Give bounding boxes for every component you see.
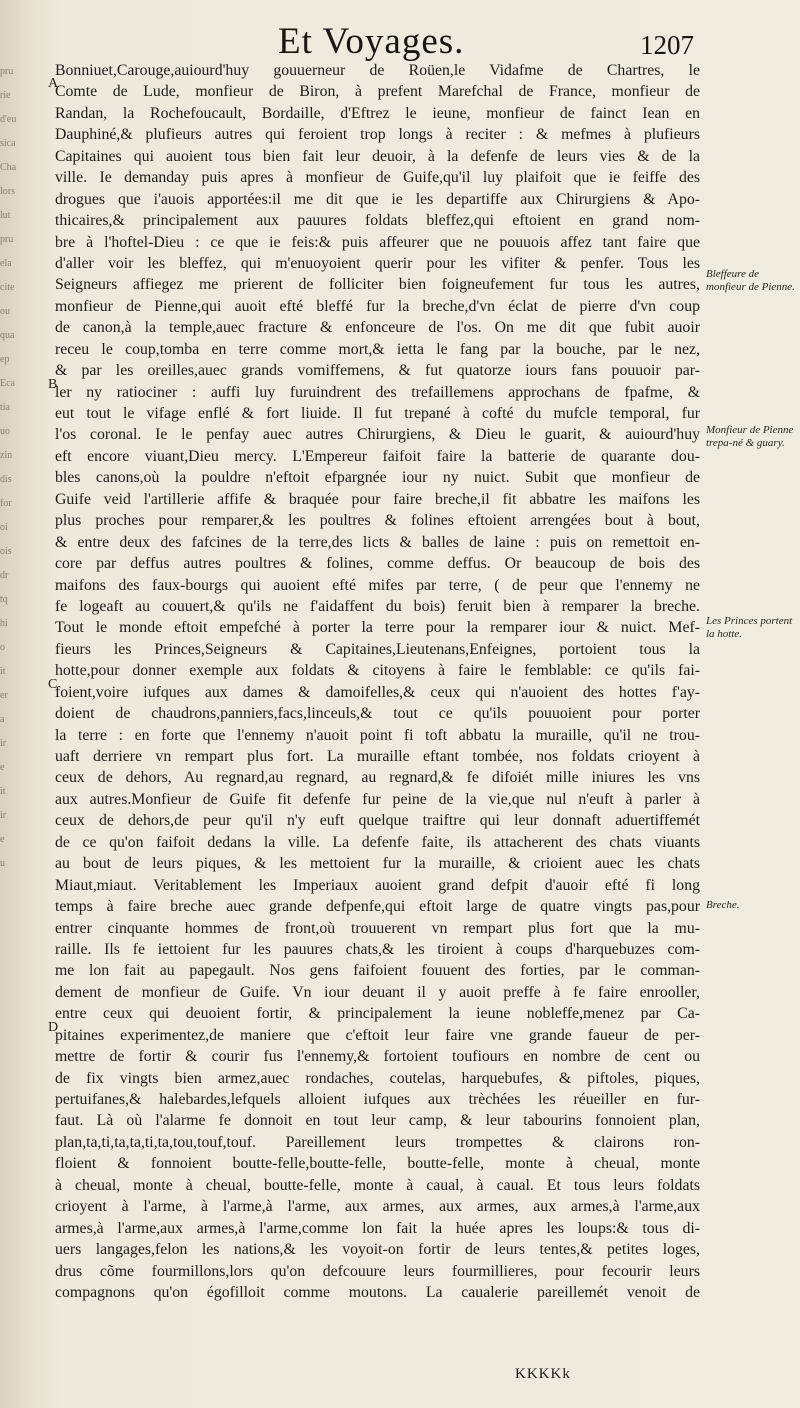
text-line: armes,à l'arme,aux armes,à l'arme,comme lon fait la huée apres les loups:& tous di- bbox=[55, 1219, 700, 1237]
gutter-fragment: a bbox=[0, 714, 5, 725]
text-line: drogues que i'auois apportées:il me dit que ie les departiffe aux Chirurgiens & Apo- bbox=[55, 190, 700, 208]
text-line: pertuifanes,& halebardes,lefquels alloient iufques aux trèchées les réueiller en fur- bbox=[55, 1091, 700, 1108]
text-line: plus proches pour remparer,& les poultres & folines eftoient arrengées bout à bout, bbox=[55, 512, 700, 530]
gutter-fragment: ois bbox=[0, 546, 12, 557]
gutter-fragment: dis bbox=[0, 474, 12, 485]
gutter-fragment: oi bbox=[0, 522, 8, 533]
text-line: uaft derriere vn rempart plus fort. La muraille eftant tombée, nos foldats crioyent à bbox=[55, 748, 700, 765]
section-letter-a: A bbox=[48, 76, 59, 91]
gutter-fragment: ep bbox=[0, 354, 10, 365]
gutter-fragment: lors bbox=[0, 186, 15, 197]
gutter-fragment: pru bbox=[0, 66, 14, 77]
gutter-fragment: hi bbox=[0, 618, 8, 629]
text-line: floient & fonnoient boutte-felle,boutte-felle, boutte-felle, monte à cheual, monte bbox=[55, 1155, 700, 1173]
text-line: ceux de dehors,de peur qu'il n'y euft quelque traiftre qui leur donnaft aduertiffemét bbox=[55, 812, 700, 830]
text-line: me lon fait au papegault. Nos gens faifoient fouuent des forties, par le comman- bbox=[55, 962, 700, 980]
gutter-fragment: d'eu bbox=[0, 114, 17, 125]
text-line: ceux de dehors, Au regnard,au regnard, au regnard,& fe difoiét mille iniures les vns bbox=[55, 769, 700, 787]
section-letter-c: C bbox=[48, 677, 58, 692]
gutter-fragment: dr bbox=[0, 570, 9, 581]
text-line: monfieur de Pienne,qui auoit efté bleffé fur la breche,d'vn éclat de pierre d'vn coup bbox=[55, 297, 700, 315]
text-line: raille. Ils fe iettoient fur les pauures chats,& les tiroient à coups d'harquebuzes com- bbox=[55, 940, 700, 958]
text-line: maifons des faux-bourgs qui auoient efté mifes par terre, ( de peur que l'ennemy ne bbox=[55, 576, 700, 594]
text-line: fieurs les Princes,Seigneurs & Capitaines,Lieutenans,Enfeignes, portoient tous la bbox=[55, 640, 700, 658]
text-line: mettre de fortir & courir fus l'ennemy,& fortoient toufiours en nombre de cent ou bbox=[55, 1048, 700, 1066]
text-line: eut tout le vifage enflé & fort liuide. Il fut trepané à cofté du mufcle temporal, fur bbox=[55, 405, 700, 422]
text-line: bre à l'hoftel-Dieu : ce que ie feis:& puis affeurer que ne pouuois affez tant faire que bbox=[55, 233, 700, 251]
gutter-fragment: ir bbox=[0, 810, 7, 821]
text-line: la terre : en forte que l'ennemy n'auoit point fi toft abbatu la muraille, qu'il ne trou- bbox=[55, 726, 700, 744]
gutter-fragment: er bbox=[0, 690, 8, 701]
text-line: fe logeaft au couuert,& qu'ils ne f'aidaffent du bois) feruit bien à remparer la breche. bbox=[55, 597, 700, 615]
text-line: Tout le monde eftoit empefché à porter la terre pour la remparer iour & nuict. Mef- bbox=[55, 619, 700, 637]
gutter-fragment: cite bbox=[0, 282, 15, 293]
body-text bbox=[55, 60, 700, 1303]
text-line: doient de chaudrons,panniers,facs,linceuls,& tout ce qu'ils pouuoient pour porter bbox=[55, 705, 700, 723]
gutter-fragment: o bbox=[0, 642, 5, 653]
gutter-fragment: it bbox=[0, 786, 6, 797]
gutter-fragment: ir bbox=[0, 738, 7, 749]
gutter-fragment: sica bbox=[0, 138, 16, 149]
text-line: Miaut,miaut. Veritablement les Imperiaux auoient grand defpit d'auoir efté fi long bbox=[55, 876, 700, 894]
text-line: receu le coup,tomba en terre comme mort,& ietta le fang par la bouche, par le nez, bbox=[55, 340, 700, 358]
gutter-fragment: ela bbox=[0, 258, 12, 269]
text-line: compagnons qu'on égofilloit comme moutons. La caualerie pareillemét venoit de bbox=[55, 1283, 700, 1301]
text-line: temps à faire breche auec grande defpenfe,qui eftoit large de quatre vingts pas,pour bbox=[55, 898, 700, 916]
margin-note-breche: Breche. bbox=[706, 899, 740, 911]
gutter-fragment: it bbox=[0, 666, 6, 677]
gutter-fragment: ou bbox=[0, 306, 10, 317]
running-header bbox=[0, 14, 800, 64]
text-line: eft encore viuant,Dieu mercy. L'Empereur faifoit faire la batterie de quarante dou- bbox=[55, 447, 700, 465]
gutter-fragment: Eca bbox=[0, 378, 15, 389]
section-letter-d: D bbox=[48, 1020, 59, 1035]
gutter-fragment: Cha bbox=[0, 162, 17, 173]
text-line: crioyent à l'arme, à l'arme,à l'arme, aux armes, aux armes, aux armes,à l'arme,aux bbox=[55, 1198, 700, 1216]
text-line: aux autres.Monfieur de Guife fit defenfe fur peine de la vie,que nul n'euft à parler à bbox=[55, 790, 700, 808]
facing-page-gutter-fragments bbox=[0, 60, 40, 1360]
text-line: Comte de Lude, monfieur de Biron, à prefent Marefchal de France, monfieur de bbox=[55, 83, 700, 101]
text-line: uers langages,felon les nations,& les voyoit-on fortir de leurs tentes,& petites loges, bbox=[55, 1241, 700, 1259]
text-line: entre ceux qui deuoient fortir, & principalement la ieune nobleffe,menez par Ca- bbox=[55, 1005, 700, 1023]
text-line: de ce qu'on faifoit dedans la ville. La defenfe faite, ils attacherent des chats viuants bbox=[55, 833, 700, 851]
text-line: Guife veid l'artillerie affife & braquée pour faire breche,il fit abbatre les maifons les bbox=[55, 490, 700, 508]
text-line: de canon,à la temple,auec fracture & enfonceure de l'os. On me dit que fubit auoir bbox=[55, 319, 700, 337]
text-line: à cheual, monte à cheual, boutte-felle, monte à caual, à caual. Et tous leurs foldats bbox=[55, 1176, 700, 1194]
catchword: KKKKk bbox=[515, 1366, 571, 1382]
text-line: au bout de leurs piques, & les mettoient fur la muraille, & crioient auec les chats bbox=[55, 855, 700, 873]
gutter-fragment: tia bbox=[0, 402, 10, 413]
margin-note-princes: Les Princes portent la hotte. bbox=[706, 615, 793, 640]
gutter-fragment: e bbox=[0, 762, 5, 773]
gutter-fragment: uo bbox=[0, 426, 10, 437]
text-line: hotte,pour donner exemple aux foldats & citoyens à faire le femblable: ce qu'ils fai- bbox=[55, 662, 700, 680]
text-line: faut. Là où l'alarme fe donnoit en tout leur camp, & leur tabourins fonnoient plan, bbox=[55, 1112, 700, 1130]
gutter-fragment: qua bbox=[0, 330, 15, 341]
text-line: Seigneurs affiegez me prierent de folliciter bien foigneufement fur tous les autres, bbox=[55, 276, 700, 294]
gutter-fragment: lut bbox=[0, 210, 11, 221]
text-line: l'os coronal. Ie le penfay auec autres Chirurgiens, & Dieu le guarit, & auiourd'huy bbox=[55, 426, 700, 444]
text-line: Capitaines qui auoient tous bien fait leur deuoir, à la defenfe de leurs vies & de la bbox=[55, 147, 700, 165]
gutter-fragment: e bbox=[0, 834, 5, 845]
text-line: bles canons,où la pouldre n'eftoit efpargnée iour ny nuict. Subit que monfieur de bbox=[55, 469, 700, 487]
text-line: ler ny ratiociner : auffi luy furuindrent des trefaillemens approchans de fpafme, & bbox=[55, 383, 700, 401]
gutter-fragment: pru bbox=[0, 234, 14, 245]
text-line: core par deffus autres poultres & folines, comme deffus. Or beaucoup de bois des bbox=[55, 555, 700, 573]
text-line: pitaines experimentez,de maniere que c'eftoit leur faire vne grande faueur de per- bbox=[55, 1026, 700, 1044]
section-letter-b: B bbox=[48, 377, 58, 392]
gutter-fragment: zin bbox=[0, 450, 13, 461]
margin-note-trepane: Monfieur de Pienne trepa-né & guary. bbox=[706, 424, 794, 449]
text-line: plan,ta,ti,ta,ta,ti,ta,tou,touf,touf. Pareillement leurs trompettes & clairons ron- bbox=[55, 1133, 700, 1151]
text-line: Dauphiné,& plufieurs autres qui feroient trop longs à reciter : & mefmes à plufieurs bbox=[55, 126, 700, 144]
text-line: & par les oreilles,auec grands vomiffemens, & fut quatorze iours fans pouuoir par- bbox=[55, 362, 700, 380]
text-line: ville. Ie demanday puis apres à monfieur de Guife,qu'il luy plaifoit que ie feiffe des bbox=[55, 169, 700, 187]
text-line: Bonniuet,Carouge,auiourd'huy gouuerneur de Roüen,le Vidafme de Chartres, le bbox=[55, 62, 700, 79]
text-line: foient,voire iufques aux dames & damoifelles,& ceux qui n'auoient des hottes f'ay- bbox=[55, 683, 700, 701]
gutter-fragment: tq bbox=[0, 594, 8, 605]
running-title: Et Voyages. bbox=[278, 21, 465, 62]
text-line: de fix vingts bien armez,auec rondaches, coutelas, harquebufes, & piftoles, piques, bbox=[55, 1069, 700, 1087]
gutter-fragment: for bbox=[0, 498, 12, 509]
gutter-fragment: u bbox=[0, 858, 5, 869]
text-line: entrer cinquante hommes de front,où trouuerent vn rempart plus fort que la mu- bbox=[55, 919, 700, 937]
text-line: Randan, la Rochefoucault, Bordaille, d'Eftrez le ieune, monfieur de fainct Iean en bbox=[55, 104, 700, 122]
text-line: drus cõme fourmillons,lors qu'on defcouure leurs fourmillieres, pour fecourir leurs bbox=[55, 1262, 700, 1280]
text-line: dement de monfieur de Guife. Vn iour deuant il y auoit preffe à fe faire enrooller, bbox=[55, 983, 700, 1001]
gutter-fragment: rie bbox=[0, 90, 11, 101]
page-number: 1207 bbox=[640, 30, 694, 60]
text-line: d'aller voir les bleffez, qui m'enuoyoient querir pour les vifiter & penfer. Tous les bbox=[55, 254, 700, 272]
text-line: thicaires,& principalement aux pauures foldats bleffez,qui eftoient en grand nom- bbox=[55, 212, 700, 230]
text-line: & entre deux des fafcines de la terre,des licts & balles de laine : puis on remettoit en- bbox=[55, 533, 700, 551]
margin-note-bleffeure: Bleffeure de monfieur de Pienne. bbox=[706, 268, 795, 293]
